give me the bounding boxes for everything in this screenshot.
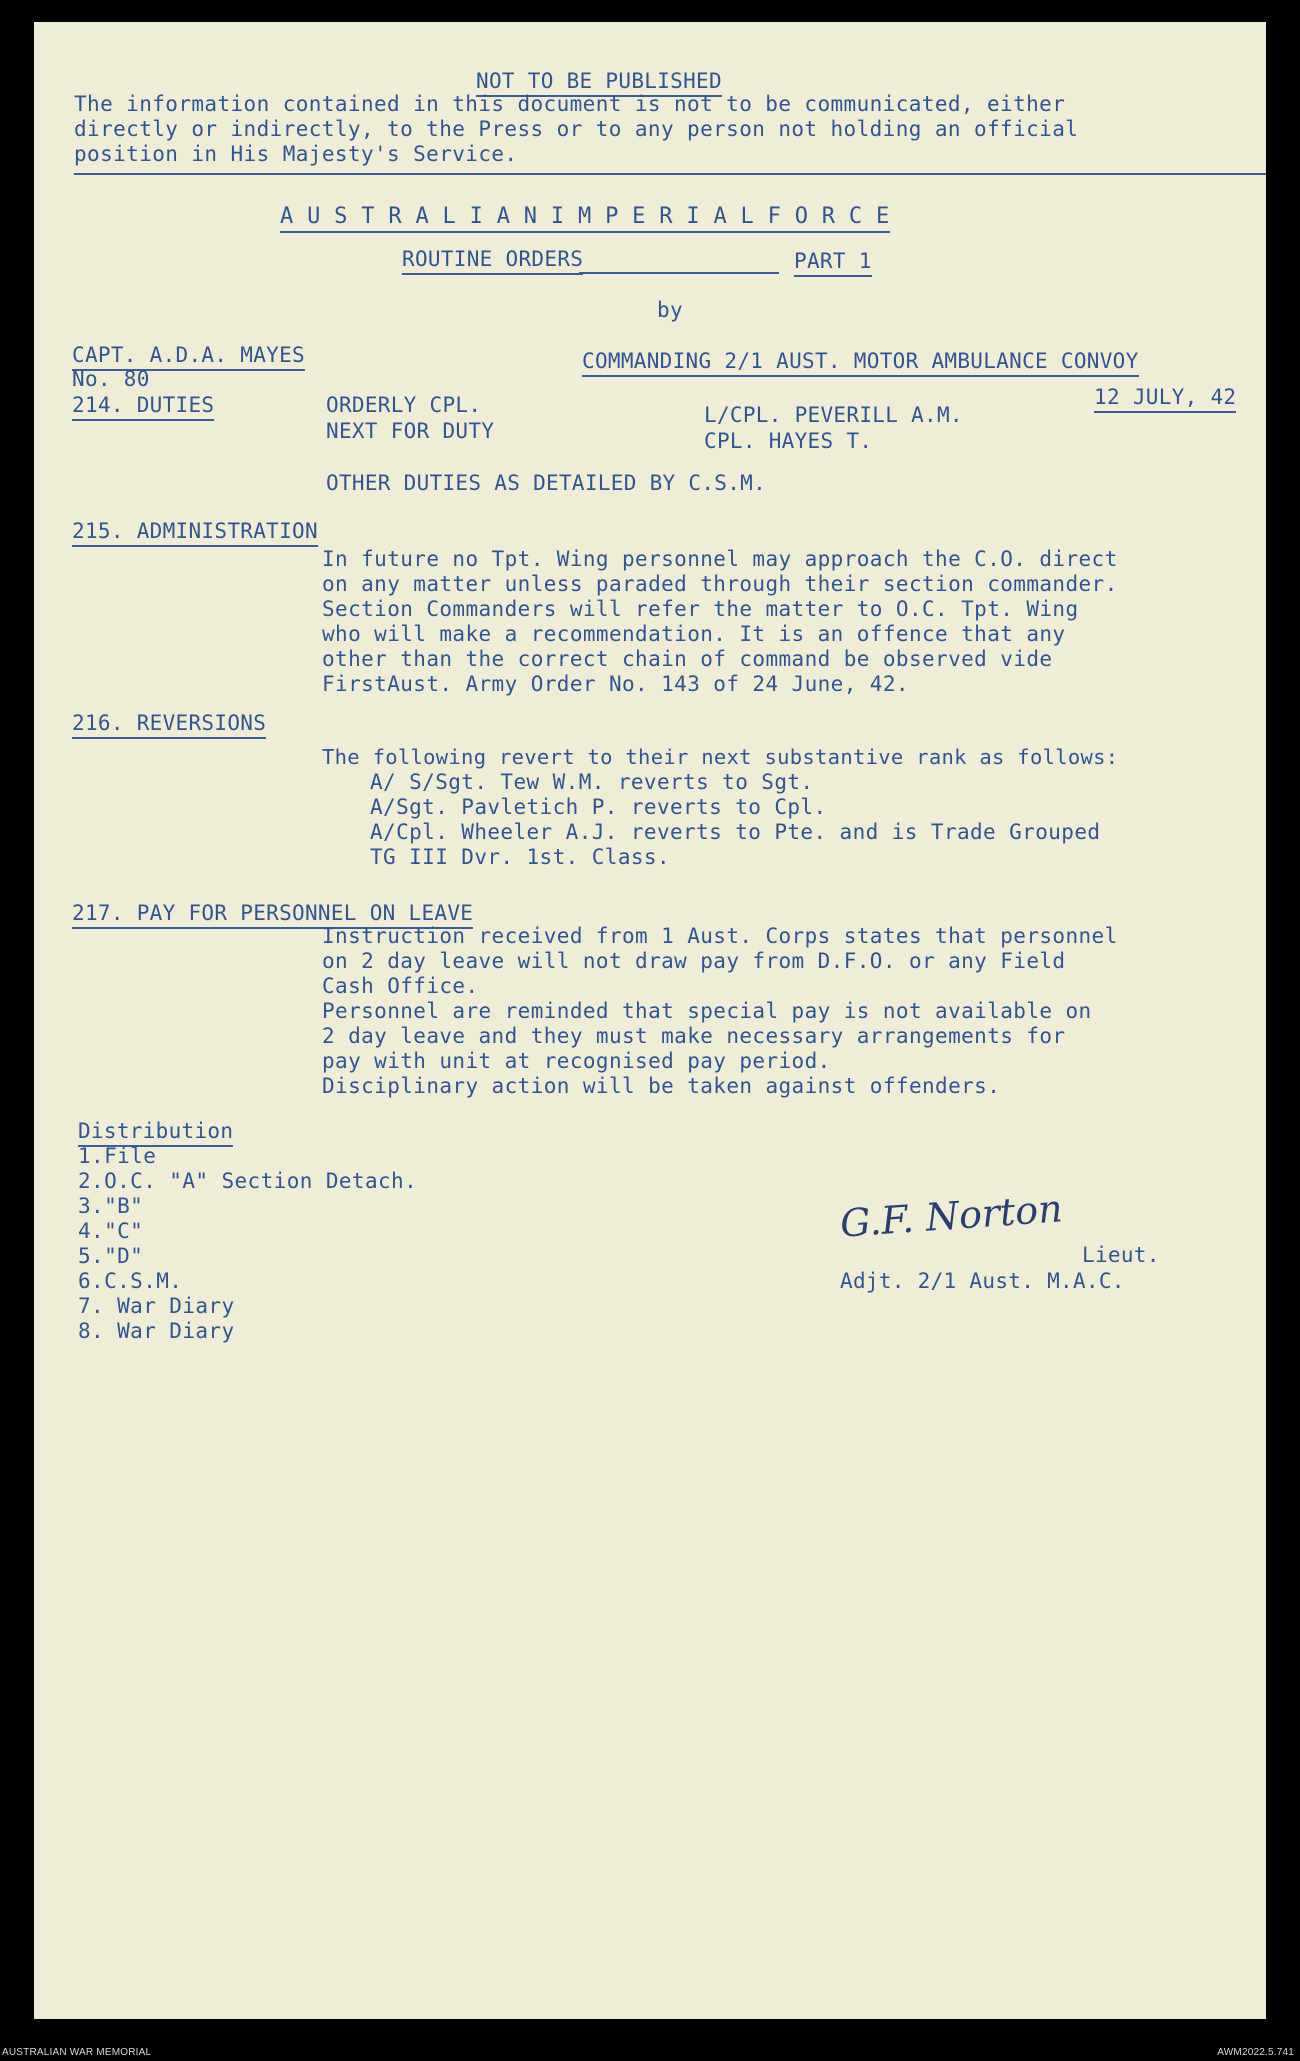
part-number: PART 1 xyxy=(794,248,872,277)
notice-title: NOT TO BE PUBLISHED xyxy=(476,68,722,97)
reversion-item: A/Cpl. Wheeler A.J. reverts to Pte. and is Trade Grouped xyxy=(370,820,1101,844)
archive-reference: AWM2022.5.741 xyxy=(1217,2047,1294,2058)
administration-text xyxy=(322,547,1118,697)
by-text: by xyxy=(657,298,683,322)
orders-title-rule xyxy=(579,272,779,274)
administration-line: Section Commanders will refer the matter to O.C. Tpt. Wing xyxy=(322,597,1079,621)
pay-line: 2 day leave and they must make necessary arrangements for xyxy=(322,1024,1066,1048)
administration-heading: 215. ADMINISTRATION xyxy=(72,518,318,547)
notice-text xyxy=(74,92,1078,167)
distribution-item: 1.File xyxy=(78,1144,157,1168)
commanding-unit: COMMANDING 2/1 AUST. MOTOR AMBULANCE CONVOY xyxy=(582,348,1139,377)
document-page xyxy=(34,22,1266,2019)
reversions-heading: 216. REVERSIONS xyxy=(72,710,266,739)
other-duties: OTHER DUTIES AS DETAILED BY C.S.M. xyxy=(326,471,767,495)
order-number: No. 80 xyxy=(72,367,150,391)
pay-text xyxy=(322,924,1118,1099)
reversion-item: A/ S/Sgt. Tew W.M. reverts to Sgt. xyxy=(370,770,814,794)
reversions-intro: The following revert to their next substantive rank as follows: xyxy=(322,745,1119,769)
next-duty-label: NEXT FOR DUTY xyxy=(326,419,495,443)
distribution-item: 6.C.S.M. xyxy=(78,1269,183,1293)
administration-line: In future no Tpt. Wing personnel may approach the C.O. direct xyxy=(322,547,1118,571)
signatory-rank: Lieut. xyxy=(1082,1243,1160,1267)
distribution-heading: Distribution xyxy=(78,1118,233,1147)
reversion-item: TG III Dvr. 1st. Class. xyxy=(370,845,670,869)
administration-line: on any matter unless paraded through their section commander. xyxy=(322,572,1118,596)
archive-credit: AUSTRALIAN WAR MEMORIAL xyxy=(2,2047,152,2058)
notice-underline xyxy=(74,173,1266,175)
handwritten-signature: G.F. Norton xyxy=(838,1186,1064,1246)
distribution-item: 7. War Diary xyxy=(78,1294,235,1318)
notice-line: The information contained in this document is not to be communicated, either xyxy=(74,92,1066,116)
orders-title: ROUTINE ORDERS xyxy=(402,246,583,275)
distribution-item: 8. War Diary xyxy=(78,1319,235,1343)
administration-line: other than the correct chain of command be observed vide xyxy=(322,647,1053,671)
pay-line: Cash Office. xyxy=(322,974,479,998)
distribution-item: 5."D" xyxy=(78,1244,144,1268)
reversions-list xyxy=(370,770,1100,870)
orderly-label: ORDERLY CPL. xyxy=(326,393,482,417)
signatory-title: Adjt. 2/1 Aust. M.A.C. xyxy=(840,1269,1125,1293)
administration-line: who will make a recommendation. It is an offence that any xyxy=(322,622,1066,646)
pay-line: Personnel are reminded that special pay is not available on xyxy=(322,999,1092,1023)
orderly-value: L/CPL. PEVERILL A.M. xyxy=(704,403,963,427)
pay-line: Disciplinary action will be taken against offenders. xyxy=(322,1074,1001,1098)
pay-line: pay with unit at recognised pay period. xyxy=(322,1049,831,1073)
administration-line: FirstAust. Army Order No. 143 of 24 June, 42. xyxy=(322,672,909,696)
duties-heading: 214. DUTIES xyxy=(72,392,214,421)
notice-line: position in His Majesty's Service. xyxy=(74,142,518,166)
distribution-item: 2.O.C. "A" Section Detach. xyxy=(78,1169,418,1193)
distribution-item: 4."C" xyxy=(78,1219,144,1243)
reversion-item: A/Sgt. Pavletich P. reverts to Cpl. xyxy=(370,795,827,819)
pay-heading: 217. PAY FOR PERSONNEL ON LEAVE xyxy=(72,900,473,929)
notice-line: directly or indirectly, to the Press or to any person not holding an official xyxy=(74,117,1079,141)
distribution-list xyxy=(78,1144,417,1344)
pay-line: Instruction received from 1 Aust. Corps states that personnel xyxy=(322,924,1118,948)
force-title: A U S T R A L I A N I M P E R I A L F O R C E xyxy=(280,204,890,233)
next-duty-value: CPL. HAYES T. xyxy=(704,429,873,453)
distribution-item: 3."B" xyxy=(78,1194,144,1218)
officer-name: CAPT. A.D.A. MAYES xyxy=(72,342,305,371)
pay-line: on 2 day leave will not draw pay from D.F.O. or any Field xyxy=(322,949,1066,973)
order-date: 12 JULY, 42 xyxy=(1094,384,1236,413)
